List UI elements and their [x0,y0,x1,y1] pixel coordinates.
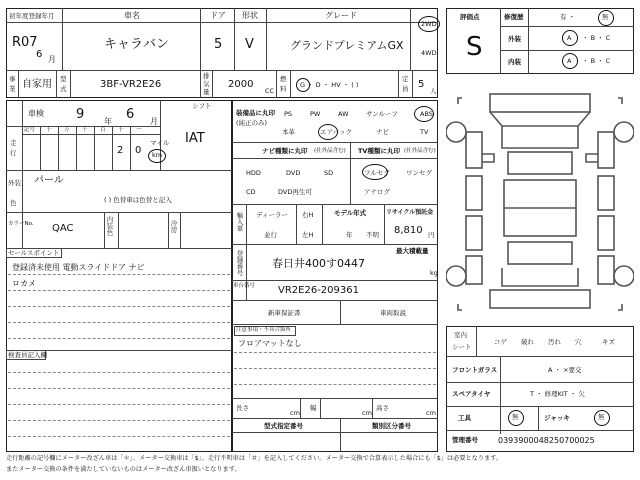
equipment-item: ABS [420,110,433,118]
person-unit: 人 [430,87,437,95]
first-reg-label: 初年度登録年月 [9,12,55,20]
footer-line-1: 走行距離の記号欄にメーター改ざん車は「＊」、メーター交換車は「$」、走行不明車は「＃」を記入してください。メーター交換で合算表示した場合にも「$」は必要となります。 [6,455,503,462]
interior-sheet-item: 穴 [575,338,582,346]
exterior-label-1: 外装 [8,179,21,187]
sales-point-line1: 登録済未使用 電動スライドドア ナビ [12,263,145,272]
category-label: 類別区分番号 [372,422,411,430]
management-label: 管理番号 [452,436,478,444]
equipment-item: サンルーフ [366,110,398,118]
sales-point-line2: ロカメ [12,279,36,288]
mileage-digit-header: 千 [82,127,88,133]
fuel-label-2: 料 [280,85,287,93]
max-load-kg: kg [430,269,438,277]
equipment-sublabel: (純正のみ) [236,119,268,127]
inspection-month: 6 [126,107,135,122]
color-no-label: カラーNo. [8,221,34,227]
recycle-value: 8,810 [394,225,423,236]
mileage-label-2: 行 [10,149,17,157]
fullseg-circle [362,164,388,180]
exterior-color: パール [34,175,64,186]
mileage-digit-header: 十 [46,127,52,133]
inspection-month-unit: 月 [150,117,158,126]
tv-label: TV種類に丸印 [358,147,400,155]
tv-sublabel: (社外品含む) [404,148,436,154]
recycle-yen: 円 [428,231,435,239]
repair-selected: 無 [602,13,609,21]
equipment-item: AW [338,110,349,118]
mileage-label-1: 走 [10,139,17,147]
model-year-unknown: 不明 [366,231,379,239]
airbag-circle [318,124,338,140]
body-shape: V [245,37,254,52]
aircon-label: 冷房 [169,220,178,233]
mileage-digit-header: 百 [100,127,106,133]
tv-oneseg: ワンセグ [406,169,432,177]
jack-label: ジャッキ [544,414,570,422]
warranty-manual: 車両取説 [380,309,406,317]
import-parallel: 並行 [264,231,277,239]
footer-line-2: またメーター交換の条件を満たしていないものはメーター改ざん車扱いとなります。 [6,466,241,473]
equipment-item: PW [310,110,321,118]
use-type: 自家用 [22,79,52,90]
displacement: 2000 [228,79,254,90]
dim-width: 幅 [310,404,317,412]
drive-2wd: 2WD [421,20,437,28]
notes-label: 注意事項・不具合箇所 [236,327,292,333]
shift-value: IAT [185,131,205,146]
disp-label-1: 排 [203,72,210,80]
interior-grade-label: 内装 [508,58,521,66]
model-code: 3BF-VR2E26 [100,79,162,90]
windshield-label: フロントガラス [452,366,498,374]
drive-4wd: 4WD [421,49,437,57]
exterior-grade-a: A [567,34,572,42]
tools-value: 無 [512,413,519,421]
notes-text: フロアマットなし [238,339,302,348]
car-name-label: 車名 [124,11,140,20]
exterior-note: ( ) 色替車は色替と記入 [104,196,172,204]
windshield-options: A ・ ×要交 [548,366,582,374]
dim-width-cm: cm [362,409,372,417]
inspection-label: 車検 [28,109,44,118]
registration-label: 登録番号 [235,250,244,276]
car-damage-diagram [446,90,634,318]
model-year-unit: 年 [346,231,353,239]
warranty-new-car: 新車保証書 [268,309,301,317]
dim-length-cm: cm [290,409,300,417]
door-count: 5 [214,37,223,52]
mileage-digit: 2 [117,145,124,156]
spare-tire-label: スペアタイヤ [452,390,491,398]
capacity-label-1: 定 [402,75,409,83]
dim-height: 高さ [376,404,389,412]
navi-hdd: HDD [246,169,261,177]
interior-sheet-label-2: シート [452,343,472,351]
equipment-item: PS [284,110,293,118]
chassis-label: 車台番号 [233,283,256,289]
navi-dvd: DVD [286,169,301,177]
tv-analog: アナログ [364,188,390,196]
mileage-digit: 0 [135,145,142,156]
repair-label: 修復歴 [504,13,524,21]
management-number: 0393900048250700025 [498,436,595,445]
import-dealer: ディーラー [256,211,288,219]
interior-sheet-item: キズ [602,338,615,346]
exterior-grade-label: 外装 [508,35,521,43]
recycle-label: リサイクル預託金 [386,209,434,216]
mileage-digit-header: 記号 [24,127,36,133]
registration-number: 春日井400す0447 [272,257,365,270]
navi-sd: SD [324,169,334,177]
inspection-year: 9 [76,107,85,122]
sales-point-label: セールスポイント [8,249,60,257]
tv-fullseg: フルセグ [364,169,390,177]
interior-grade-rest: ・ B ・ C [582,57,611,65]
car-name: キャラバン [104,37,170,52]
score-label: 評価点 [460,13,480,21]
equipment-item: 本革 [282,128,295,136]
equipment-item: エアバック [320,128,352,136]
use-label-1: 事 [9,75,16,83]
fuel-options: G ・ D ・ HV ・ ( ) [300,81,359,89]
grade-value: グランドプレミアムGX [290,39,404,52]
equipment-item: ナビ [376,128,389,136]
disp-label-2: 気 [203,80,210,88]
interior-sheet-item: 破れ [521,338,534,346]
chassis-number: VR2E26-209361 [278,285,359,296]
mileage-digit-header: 万 [64,127,70,133]
score-value: S [466,32,483,62]
month-unit: 月 [48,55,56,64]
capacity-label-2: 員 [402,85,409,93]
exterior-grade-rest: ・ B ・ C [582,34,611,42]
cc-unit: CC [265,87,275,95]
interior-sheet-item: コゲ [494,338,507,346]
import-label: 輸入車 [235,212,244,232]
km-label: km [152,151,163,159]
door-label: ドア [210,11,226,20]
equipment-label: 装備品に丸印 [236,109,275,117]
dim-height-cm: cm [426,409,436,417]
dim-length: 長さ [236,404,249,412]
jack-value: 無 [598,413,605,421]
navi-sublabel: (社外品含む) [314,148,346,154]
equipment-item: TV [420,128,429,136]
capacity: 5 [418,79,425,90]
use-label-2: 業 [9,85,16,93]
first-reg-year: R07 [12,35,38,50]
color-no-value: QAC [52,223,74,234]
tools-label: 工具 [458,414,471,422]
model-year-label: モデル年式 [334,209,367,217]
interior-sheet-label-1: 室内 [454,331,467,339]
navi-label: ナビ種類に丸印 [262,147,308,155]
mileage-digit-header: 一 [136,127,142,133]
exterior-label-2: 色 [10,199,17,207]
inspector-notes-label: 検査員記入欄 [8,351,47,359]
import-left: 左H [302,231,314,239]
disp-label-3: 量 [203,88,210,96]
inspection-year-unit: 年 [104,117,112,126]
mile-label: マイル [150,139,170,147]
shift-label: シフト [192,102,212,110]
grade-label: グレード [325,11,357,20]
interior-color-label: 内装色 [105,216,114,236]
import-right: 右H [302,211,314,219]
interior-grade-a: A [567,57,572,65]
interior-sheet-item: 汚れ [548,338,561,346]
navi-dvd-play: DVD再生可 [278,188,312,196]
mileage-digit-header: 十 [118,127,124,133]
abs-circle [414,106,434,122]
spare-tire-options: T ・ 修理KIT ・ 欠 [530,390,585,398]
fuel-label-1: 燃 [280,75,287,83]
repair-options: 有 ・ [560,13,576,21]
first-reg-month: 6 [36,49,43,60]
type-designation-label: 型式指定番号 [264,422,303,430]
type-label-1: 型 [60,75,67,83]
type-label-2: 式 [60,85,67,93]
shape-label: 形状 [242,11,258,20]
max-load-label: 最大積載量 [396,247,429,255]
navi-cd: CD [246,188,256,196]
